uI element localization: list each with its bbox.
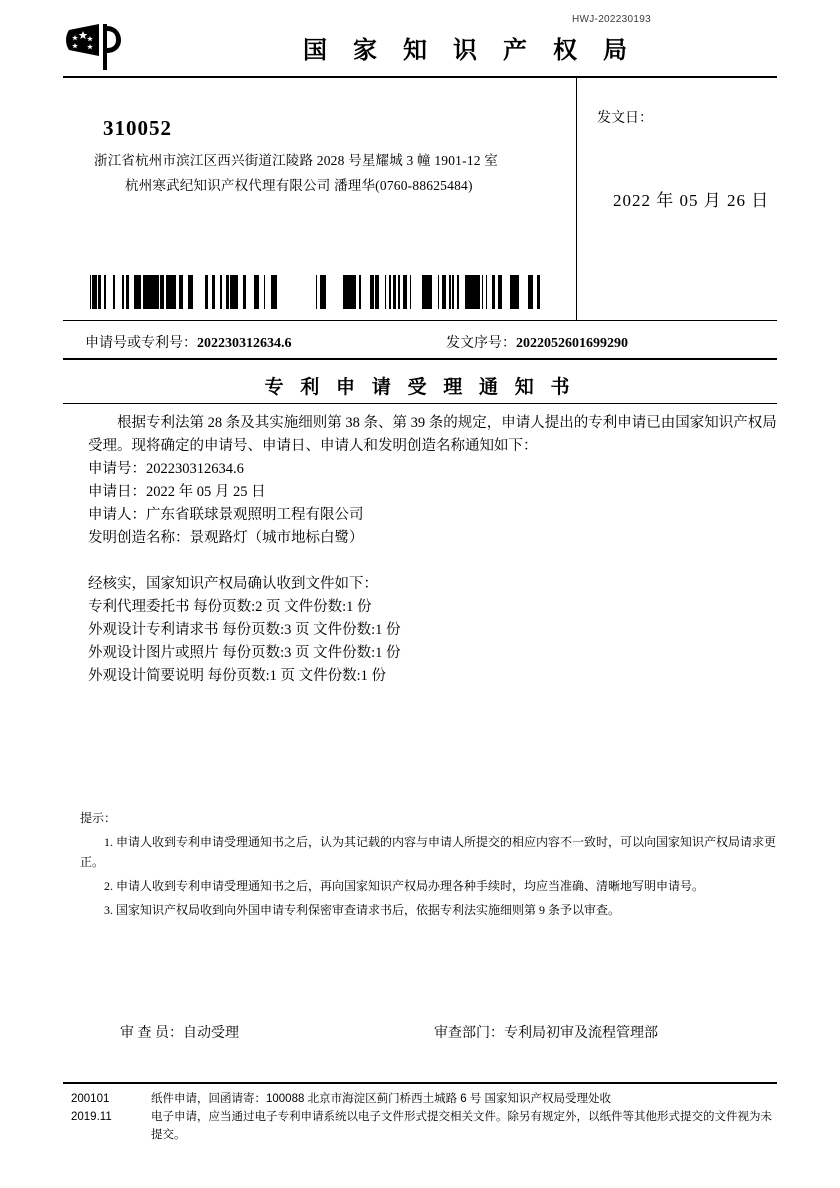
postcode: 310052 xyxy=(103,116,172,140)
footer-divider xyxy=(63,1082,777,1084)
document-header xyxy=(63,20,777,72)
department-value: 专利局初审及流程管理部 xyxy=(504,1026,658,1041)
body-application-number: 申请号：202230312634.6 xyxy=(88,461,244,477)
body-doc-item: 外观设计简要说明 每份页数:1 页 文件份数:1 份 xyxy=(88,668,387,684)
note-item: 2. 申请人收到专利申请受理通知书之后，再向国家知识产权局办理各种手续时，均应当准确、清晰地写明申请号。 xyxy=(104,879,705,893)
footer-code-1: 200101 xyxy=(71,1093,110,1105)
note-item: 1. 申请人收到专利申请受理通知书之后，认为其记载的内容与申请人所提交的相应内容不一致时，可以向国家知识产权局请求更正。 xyxy=(80,835,777,869)
address-line-1: 浙江省杭州市滨江区西兴街道江陵路 2028 号星耀城 3 幢 1901-12 室 xyxy=(94,153,498,168)
body-paragraph-1: 根据专利法第 28 条及其实施细则第 38 条、第 39 条的规定，申请人提出的专利申请已由国家知识产权局受理。现将确定的申请号、申请日、申请人和发明创造名称通知如下： xyxy=(88,415,777,454)
examiner-label: 审 查 员： xyxy=(120,1026,183,1041)
body-paragraph-2: 经核实，国家知识产权局确认收到文件如下： xyxy=(88,576,378,592)
barcode-application-number xyxy=(90,275,280,309)
divider-above-numbers xyxy=(63,320,777,321)
divider-below-title xyxy=(63,403,777,404)
examiner-value: 自动受理 xyxy=(183,1026,239,1041)
issue-date-value: 2022 年 05 月 26 日 xyxy=(613,191,770,210)
body-application-date: 申请日：2022 年 05 月 25 日 xyxy=(88,484,266,500)
vertical-divider xyxy=(576,78,577,320)
body-invention-title: 发明创造名称：景观路灯（城市地标白鹭） xyxy=(88,530,364,546)
address-line-2: 杭州寒武纪知识产权代理有限公司 潘理华(0760-88625484) xyxy=(125,178,473,193)
national-emblem-icon xyxy=(63,20,125,72)
application-number-value: 202230312634.6 xyxy=(197,336,292,351)
application-number-label: 申请号或专利号： xyxy=(85,336,197,351)
footer-line-2: 电子申请，应当通过电子专利申请系统以电子文件形式提交相关文件。除另有规定外，以纸件等其他形式提交的文件视为未提交。 xyxy=(151,1111,772,1141)
department-field xyxy=(434,1022,658,1042)
department-label: 审查部门： xyxy=(434,1026,504,1041)
dispatch-serial-value: 2022052601699290 xyxy=(516,336,628,351)
document-body xyxy=(88,412,778,688)
notes-title: 提示： xyxy=(80,811,117,825)
note-item: 3. 国家知识产权局收到向外国申请专利保密审查请求书后，依据专利法实施细则第 9 条予以审查。 xyxy=(104,903,621,917)
page-title: 国 家 知 识 产 权 局 xyxy=(303,38,637,64)
examiner-field xyxy=(120,1022,239,1042)
document-title: 专 利 申 请 受 理 通 知 书 xyxy=(264,377,576,398)
application-number-field xyxy=(85,332,292,352)
notes-section xyxy=(80,808,780,924)
dispatch-serial-label: 发文序号： xyxy=(446,336,516,351)
divider-below-numbers xyxy=(63,358,777,360)
body-doc-item: 外观设计图片或照片 每份页数:3 页 文件份数:1 份 xyxy=(88,645,401,661)
footer-code-2: 2019.11 xyxy=(71,1111,112,1123)
issue-date-label: 发文日： xyxy=(597,111,653,126)
body-doc-item: 专利代理委托书 每份页数:2 页 文件份数:1 份 xyxy=(88,599,372,615)
footer-line-1: 纸件申请，回函请寄：100088 北京市海淀区蓟门桥西土城路 6 号 国家知识产权局受理处收 xyxy=(151,1093,612,1105)
barcode-dispatch-serial xyxy=(313,275,540,309)
body-doc-item: 外观设计专利请求书 每份页数:3 页 文件份数:1 份 xyxy=(88,622,401,638)
dispatch-serial-field xyxy=(446,332,628,352)
document-code: HWJ-202230193 xyxy=(572,14,651,25)
body-applicant: 申请人：广东省联球景观照明工程有限公司 xyxy=(88,507,364,523)
body-spacer xyxy=(88,550,778,573)
number-row xyxy=(63,328,777,356)
